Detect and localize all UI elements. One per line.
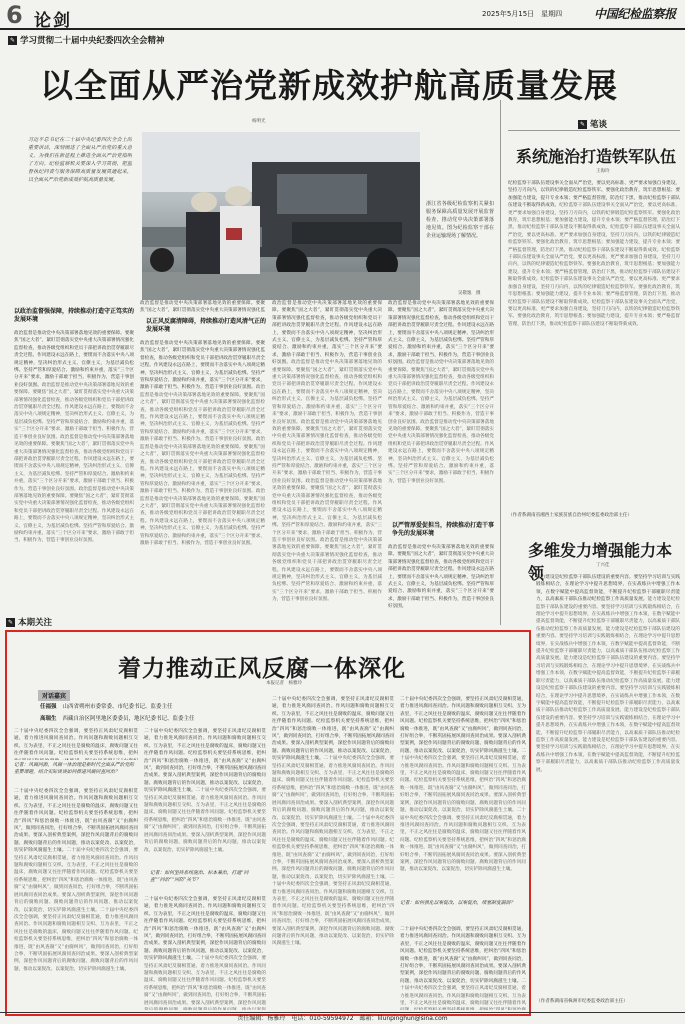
focus-body-1a: 二十届中央纪委四次全会强调，要坚持正风肃纪反腐相贯通，着力推进风腐同查同治。作风问题和腐败问题相互交织、互为表里，不正之风往往是腐败的温床，腐败问题又往往伴随着作风问题。纪检监察机关要坚持系统思维，把纠 <box>14 729 138 757</box>
commentary-2-text: 能力建设是纪检监察干部队伍建设的重要内容。要坚持学习培训与实践锻炼相结合，在理论学习中提升思想境界，在实战练兵中增强工作本领，在数字赋能中提高监督效能，不断提升纪检监察干部履职尽责能力，以高素质干部队伍推动纪检监察工作高质量发展。 <box>536 575 680 603</box>
body-text-3: 政治监督是推动党中央决策部署落地见效的重要保障。要聚焦“国之大者”，紧盯贯彻落实党中央重大决策部署情况强化监督检查，推动各级党组织和党员干部把讲政治贯穿履职尽责全过程。作风建设永远在路上，要锲而不舍落实中央八项规定精神，坚决纠治形式主义、官僚主义，为基层减负松绑。坚持严管和厚爱结合、激励和约束并重，落实“三个区分开来”要求，激励干部敢于担当、积极作为，营造干事创业良好氛围。 <box>272 301 382 366</box>
commentary-2-text-d: 能力建设是纪检监察干部队伍建设的重要内容。要坚持学习培训与实践锻炼相结合，在理论学习中提升思想境界，在实战练兵中增强工作本领，在数字赋能中提高监督效能，不断提升纪检监察干部履职尽责能力，以高素质干部队伍推动纪检监察工作高质量发展。 <box>536 656 680 684</box>
lede-text: 习近平总书记在二十届中央纪委四次全会上的重要讲话，深刻阐述了全面从严治党的重大意义，为我们在新征程上推进全面从严治党指明了方向。纪检监察机关要深入学习贯彻，把监督执纪问责与服务保障高质量发展贯通起来，以全面从严治党新成效护航高质量发展。 <box>28 137 132 183</box>
top-headline: 以全面从严治党新成效护航高质量发展 <box>40 66 618 105</box>
page-number: 6 <box>6 1 23 29</box>
body-column-2 <box>140 340 265 622</box>
masthead <box>0 0 685 30</box>
focus-text-2b: 二十届中央纪委四次全会强调，要坚持正风肃纪反腐相贯通，着力推进风腐同查同治。作风问题和腐败问题相互交织、互为表里，不正之风往往是腐败的温床，腐败问题又往往伴随着作风问题。纪检监察机关要坚持系统思维，把纠治“四风”和惩治腐败一体推进，既“由风查腐”又“由腐纠风”，做到同查同治，打好组合拳，不断巩固拓展风腐同查同治成果。要深入剖析典型案例，深挖作风问题背后的腐败问题、腐败问题背后的作风问题，推动以案促改、以案促治，切实铲除风腐滋生土壤。 <box>144 788 266 853</box>
body-text-2c: 政治监督是推动党中央决策部署落地见效的重要保障。要聚焦“国之大者”，紧盯贯彻落实党中央重大决策部署情况强化监督检查，推动各级党组织和党员干部把讲政治贯穿履职尽责全过程。作风建设永远在路上，要锲而不舍落实中央八项规定精神，坚决纠治形式主义、官僚主义，为基层减负松绑。坚持严管和厚爱结合、激励和约束并重，落实“三个区分开来”要求，激励干部敢于担当、积极作为，营造干事创业良好氛围。 <box>140 437 265 495</box>
body-text-1b: 政治监督是推动党中央决策部署落地见效的重要保障。要聚焦“国之大者”，紧盯贯彻落实党中央重大决策部署情况强化监督检查，推动各级党组织和党员干部把讲政治贯穿履职尽责全过程。作风建设永远在路上，要锲而不舍落实中央八项规定精神，坚决纠治形式主义、官僚主义，为基层减负松绑。坚持严管和厚爱结合、激励和约束并重，落实“三个区分开来”要求，激励干部敢于担当、积极作为，营造干事创业良好氛围。 <box>14 382 134 440</box>
body-text-1c: 政治监督是推动党中央决策部署落地见效的重要保障。要聚焦“国之大者”，紧盯贯彻落实党中央重大决策部署情况强化监督检查，推动各级党组织和党员干部把讲政治贯穿履职尽责全过程。作风建设永远在路上，要锲而不舍落实中央八项规定精神，坚决纠治形式主义、官僚主义，为基层减负松绑。坚持严管和厚爱结合、激励和约束并重，落实“三个区分开来”要求，激励干部敢于担当、积极作为，营造干事创业良好氛围。 <box>14 434 134 492</box>
weekly-focus-byline: 本报记者 杨雅玲 <box>266 681 302 686</box>
guest-1-name: 任福强 <box>40 704 57 710</box>
commentary-2-body <box>536 574 680 998</box>
body-text-4c: 政治监督是推动党中央决策部署落地见效的重要保障。要聚焦“国之大者”，紧盯贯彻落实党中央重大决策部署情况强化监督检查，推动各级党组织和党员干部把讲政治贯穿履职尽责全过程。作风建设永远在路上，要锲而不舍落实中央八项规定精神，坚决纠治形式主义、官僚主义，为基层减负松绑。坚持严管和厚爱结合、激励和约束并重，落实“三个区分开来”要求，激励干部敢于担当、积极作为，营造干事创业良好氛围。 <box>388 419 494 484</box>
column-rule <box>500 100 501 625</box>
focus-question-3: 记者：如何强化以案促改、以案促治，堵塞制度漏洞？ <box>400 901 516 906</box>
commentary-2-text-e: 能力建设是纪检监察干部队伍建设的重要内容。要坚持学习培训与实践锻炼相结合，在理论学习中提升思想境界，在实战练兵中增强工作本领，在数字赋能中提高监督效能，不断提升纪检监察干部履职尽责能力，以高素质干部队伍推动纪检监察工作高质量发展。 <box>536 678 680 714</box>
body-text-3c: 政治监督是推动党中央决策部署落地见效的重要保障。要聚焦“国之大者”，紧盯贯彻落实党中央重大决策部署情况强化监督检查，推动各级党组织和党员干部把讲政治贯穿履职尽责全过程。作风建设永远在路上，要锲而不舍落实中央八项规定精神，坚决纠治形式主义、官僚主义，为基层减负松绑。坚持严管和厚爱结合、激励和约束并重，落实“三个区分开来”要求，激励干部敢于担当、积极作为，营造干事创业良好氛围。 <box>272 419 382 484</box>
commentary-1-footnote: （作者系湖南省湘西土家族苗族自治州纪委监委政治部主任） <box>508 513 633 518</box>
focus-text-3d: 二十届中央纪委四次全会强调，要坚持正风肃纪反腐相贯通，着力推进风腐同查同治。作风问题和腐败问题相互交织、互为表里，不正之风往往是腐败的温床，腐败问题又往往伴随着作风问题。纪检监察机关要坚持系统思维，把纠治“四风”和惩治腐败一体推进，既“由风查腐”又“由腐纠风”，做到同查同治，打好组合拳，不断巩固拓展风腐同查同治成果。要深入剖析典型案例，深挖作风问题背后的腐败问题、腐败问题背后的作风问题，推动以案促改、以案促治，切实铲除风腐滋生土壤。 <box>272 874 394 947</box>
commentary-1-byline: 王海玲 <box>596 169 610 174</box>
body-text-1d: 政治监督是推动党中央决策部署落地见效的重要保障。要聚焦“国之大者”，紧盯贯彻落实党中央重大决策部署情况强化监督检查，推动各级党组织和党员干部把讲政治贯穿履职尽责全过程。作风建设永远在路上，要锲而不舍落实中央八项规定精神，坚决纠治形式主义、官僚主义，为基层减负松绑。坚持严管和厚爱结合、激励和约束并重，落实“三个区分开来”要求，激励干部敢于担当、积极作为，营造干事创业良好氛围。 <box>14 486 134 544</box>
commentary-2-footnote: （作者系湖南省株洲市纪委监委政治部主任） <box>536 999 628 1004</box>
focus-text-3c: 二十届中央纪委四次全会强调，要坚持正风肃纪反腐相贯通，着力推进风腐同查同治。作风问题和腐败问题相互交织、互为表里，不正之风往往是腐败的温床，腐败问题又往往伴随着作风问题。纪检监察机关要坚持系统思维，把纠治“四风”和惩治腐败一体推进，既“由风查腐”又“由腐纠风”，做到同查同治，打好组合拳，不断巩固拓展风腐同查同治成果。要深入剖析典型案例，深挖作风问题背后的腐败问题、腐败问题背后的作风问题，推动以案促改、以案促治，切实铲除风腐滋生土壤。 <box>272 815 394 880</box>
pen-icon: ✎ <box>9 36 16 44</box>
focus-text-2c: 二十届中央纪委四次全会强调，要坚持正风肃纪反腐相贯通，着力推进风腐同查同治。作风问题和腐败问题相互交织、互为表里，不正之风往往是腐败的温床，腐败问题又往往伴随着作风问题。纪检监察机关要坚持系统思维，把纠治“四风”和惩治腐败一体推进，既“由风查腐”又“由腐纠风”，做到同查同治，打好组合拳，不断巩固拓展风腐同查同治成果。要深入剖析典型案例，深挖作风问题背后的腐败问题、腐败问题背后的作风问题，推动以案促改、以案促治，切实铲除风腐滋生土壤。 <box>144 897 266 962</box>
commentary-rule <box>508 130 680 131</box>
subhead-1: 以政治监督强保障，持续推动打造守正笃实的发展环境 <box>14 308 135 323</box>
news-photo <box>142 132 420 300</box>
body-column-4 <box>388 300 494 518</box>
commentary-2-text-c: 能力建设是纪检监察干部队伍建设的重要内容。要坚持学习培训与实践锻炼相结合，在理论学习中提升思想境界，在实战练兵中增强工作本领，在数字赋能中提高监督效能，不断提升纪检监察干部履职尽责能力，以高素质干部队伍推动纪检监察工作高质量发展。 <box>536 626 680 662</box>
newspaper-logo: 中国纪检监察报 <box>594 7 676 21</box>
interview-label: 对话嘉宾 <box>38 690 70 701</box>
focus-text-4b: 二十届中央纪委四次全会强调，要坚持正风肃纪反腐相贯通，着力推进风腐同查同治。作风问题和腐败问题相互交织、互为表里，不正之风往往是腐败的温床，腐败问题又往往伴随着作风问题。纪检监察机关要坚持系统思维，把纠治“四风”和惩治腐败一体推进，既“由风查腐”又“由腐纠风”，做到同查同治，打好组合拳，不断巩固拓展风腐同查同治成果。要深入剖析典型案例，深挖作风问题背后的腐败问题、腐败问题背后的作风问题，推动以案促改、以案促治，切实铲除风腐滋生土壤。 <box>400 748 526 814</box>
body-text-3d: 政治监督是推动党中央决策部署落地见效的重要保障。要聚焦“国之大者”，紧盯贯彻落实党中央重大决策部署情况强化监督检查，推动各级党组织和党员干部把讲政治贯穿履职尽责全过程。作风建设永远在路上，要锲而不舍落实中央八项规定精神，坚决纠治形式主义、官僚主义，为基层减负松绑。坚持严管和厚爱结合、激励和约束并重，落实“三个区分开来”要求，激励干部敢于担当、积极作为，营造干事创业良好氛围。 <box>272 478 382 543</box>
focus-body-2 <box>144 728 266 866</box>
focus-text-4c: 二十届中央纪委四次全会强调，要坚持正风肃纪反腐相贯通，着力推进风腐同查同治。作风问题和腐败问题相互交织、互为表里，不正之风往往是腐败的温床，腐败问题又往往伴随着作风问题。纪检监察机关要坚持系统思维，把纠治“四风”和惩治腐败一体推进，既“由风查腐”又“由腐纠风”，做到同查同治，打好组合拳，不断巩固拓展风腐同查同治成果。要深入剖析典型案例，深挖作风问题背后的腐败问题、腐败问题背后的作风问题，推动以案促改、以案促治，切实铲除风腐滋生土壤。 <box>400 808 526 873</box>
commentary-2-text-b: 能力建设是纪检监察干部队伍建设的重要内容。要坚持学习培训与实践锻炼相结合，在理论学习中提升思想境界，在实战练兵中增强工作本领，在数字赋能中提高监督效能，不断提升纪检监察干部履职尽责能力，以高素质干部队伍推动纪检监察工作高质量发展。 <box>536 597 680 632</box>
commentary-tag-label: 笔谈 <box>590 120 608 130</box>
focus-question-1: 记者：风腐同源，风腐一体治理是新时代全面从严治党的重要课题，结合实际谈谈如何推进风腐同查同治？ <box>14 763 134 776</box>
body-text-2: 政治监督是推动党中央决策部署落地见效的重要保障。要聚焦“国之大者”，紧盯贯彻落实党中央重大决策部署情况强化监督检查，推动各级党组织和党员干部把讲政治贯穿履职尽责全过程。作风建设永远在路上，要锲而不舍落实中央八项规定精神，坚决纠治形式主义、官僚主义，为基层减负松绑。坚持严管和厚爱结合、激励和约束并重，落实“三个区分开来”要求，激励干部敢于担当、积极作为，营造干事创业良好氛围。 <box>140 341 265 391</box>
focus-text-4: 二十届中央纪委四次全会强调，要坚持正风肃纪反腐相贯通，着力推进风腐同查同治。作风问题和腐败问题相互交织、互为表里，不正之风往往是腐败的温床，腐败问题又往往伴随着作风问题。纪检监察机关要坚持系统思维，把纠治“四风”和惩治腐败一体推进，既“由风查腐”又“由腐纠风”，做到同查同治，打好组合拳，不断巩固拓展风腐同查同治成果。要深入剖析典型案例，深挖作风问题背后的腐败问题、腐败问题背后的作风问题，推动以案促改、以案促治，切实铲除风腐滋生土壤。 <box>400 697 526 754</box>
photo-illustration <box>142 132 420 300</box>
commentary-2-text-f: 能力建设是纪检监察干部队伍建设的重要内容。要坚持学习培训与实践锻炼相结合，在理论学习中提升思想境界，在实战练兵中增强工作本领，在数字赋能中提高监督效能，不断提升纪检监察干部履职尽责能力，以高素质干部队伍推动纪检监察工作高质量发展。 <box>536 708 680 743</box>
body-text-2b: 政治监督是推动党中央决策部署落地见效的重要保障。要聚焦“国之大者”，紧盯贯彻落实党中央重大决策部署情况强化监督检查，推动各级党组织和党员干部把讲政治贯穿履职尽责全过程。作风建设永远在路上，要锲而不舍落实中央八项规定精神，坚决纠治形式主义、官僚主义，为基层减负松绑。坚持严管和厚爱结合、激励和约束并重，落实“三个区分开来”要求，激励干部敢于担当、积极作为，营造干事创业良好氛围。 <box>140 385 265 443</box>
topic-tag-label: 学习贯彻二十届中央纪委四次全会精神 <box>20 36 165 46</box>
body-text-4: 政治监督是推动党中央决策部署落地见效的重要保障。要聚焦“国之大者”，紧盯贯彻落实党中央重大决策部署情况强化监督检查，推动各级党组织和党员干部把讲政治贯穿履职尽责全过程。作风建设永远在路上，要锲而不舍落实中央八项规定精神，坚决纠治形式主义、官僚主义，为基层减负松绑。坚持严管和厚爱结合、激励和约束并重，落实“三个区分开来”要求，激励干部敢于担当、积极作为，营造干事创业良好氛围。 <box>388 301 494 366</box>
focus-body-2b <box>144 896 266 1010</box>
focus-body-4 <box>400 696 526 896</box>
focus-body-3 <box>272 696 394 1010</box>
focus-text-3: 二十届中央纪委四次全会强调，要坚持正风肃纪反腐相贯通，着力推进风腐同查同治。作风问题和腐败问题相互交织、互为表里，不正之风往往是腐败的温床，腐败问题又往往伴随着作风问题。纪检监察机关要坚持系统思维，把纠治“四风”和惩治腐败一体推进，既“由风查腐”又“由腐纠风”，做到同查同治，打好组合拳，不断巩固拓展风腐同查同治成果。要深入剖析典型案例，深挖作风问题背后的腐败问题、腐败问题背后的作风问题，推动以案促改、以案促治，切实铲除风腐滋生土壤。 <box>272 697 394 762</box>
focus-text-1: 二十届中央纪委四次全会强调，要坚持正风肃纪反腐相贯通，着力推进风腐同查同治。作风问题和腐败问题相互交织、互为表里，不正之风往往是腐败的温床，腐败问题又往往伴随着作风问题。纪检监察机关要坚持系统思维，把纠治“四风”和惩治腐败一体推进，既“由风查腐”又“由腐纠风”，做到同查同治，打好组合拳，不断巩固拓展风腐同查同治成果。要深入剖析典型案例，深挖作风问题背后的腐败问题、腐败问题背后的作风问题，推动以案促改、以案促治，切实铲除风腐滋生土壤。 <box>14 789 138 854</box>
focus-text-1b: 二十届中央纪委四次全会强调，要坚持正风肃纪反腐相贯通，着力推进风腐同查同治。作风问题和腐败问题相互交织、互为表里，不正之风往往是腐败的温床，腐败问题又往往伴随着作风问题。纪检监察机关要坚持系统思维，把纠治“四风”和惩治腐败一体推进，既“由风查腐”又“由腐纠风”，做到同查同治，打好组合拳，不断巩固拓展风腐同查同治成果。要深入剖析典型案例，深挖作风问题背后的腐败问题、腐败问题背后的作风问题，推动以案促改、以案促治，切实铲除风腐滋生土壤。 <box>14 848 138 913</box>
focus-text-2d: 二十届中央纪委四次全会强调，要坚持正风肃纪反腐相贯通，着力推进风腐同查同治。作风问题和腐败问题相互交织、互为表里，不正之风往往是腐败的温床，腐败问题又往往伴随着作风问题。纪检监察机关要坚持系统思维，把纠治“四风”和惩治腐败一体推进，既“由风查腐”又“由腐纠风”，做到同查同治，打好组合拳，不断巩固拓展风腐同查同治成果。要深入剖析典型案例，深挖作风问题 <box>144 956 266 1006</box>
subhead-3: 以严管厚爱促担当，持续推动打造干事争先的发展环境 <box>392 522 495 537</box>
pen-icon: ✎ <box>579 120 586 128</box>
subhead-2: 以正风反腐清障碍，持续推动打造风清气正的发展环境 <box>146 318 267 333</box>
guest-2 <box>40 714 195 722</box>
pen-icon: ✎ <box>7 618 14 626</box>
section-name: 论剑 <box>34 11 72 31</box>
commentary-1-text-c: 纪检监察干部队伍建设事关全面从严治党，要以更高标准、更严要求加强自身建设，坚持刀刃向内，以铁的纪律锻造纪检监察铁军。要强化政治教育，筑牢思想根基；要加强能力建设，提升专业本领；要严格监督管理，防治灯下黑，推动纪检监察干部队伍建设不断取得新成效。 <box>508 225 680 253</box>
topic-tag <box>8 34 165 46</box>
guest-2-title: 西藏自治区阿里地区委委员，地区纪委书记、监委主任 <box>62 716 195 722</box>
commentary-1-headline: 系统施治打造铁军队伍 <box>516 147 677 166</box>
commentary-2-text-g: 能力建设是纪检监察干部队伍建设的重要内容。要坚持学习培训与实践锻炼相结合，在理论学习中提升思想境界，在实战练兵中增强工作本领，在数字赋能中提高监督效能，不断提升纪检监察干部履职尽责能力，以高素质干部队伍推动纪检监察工作高质量发展。 <box>536 737 680 773</box>
body-text-2d: 政治监督是推动党中央决策部署落地见效的重要保障。要聚焦“国之大者”，紧盯贯彻落实党中央重大决策部署情况强化监督检查，推动各级党组织和党员干部把讲政治贯穿履职尽责全过程。作风建设永远在路上，要锲而不舍落实中央八项规定精神，坚决纠治形式主义、官僚主义，为基层减负松绑。坚持严管和厚爱结合、激励和约束并重，落实“三个区分开来”要求，激励干部敢于担当、积极作为，营造干事创业良好氛围。 <box>140 489 265 546</box>
body-column-2-top <box>140 300 265 315</box>
focus-text-4d: 二十届中央纪委四次全会强调，要坚持正风肃纪反腐相贯通，着力推进风腐同查同治。作风问题和腐败问题相互交织、互为表里，不正之风往往是腐败的温床，腐败问题又往往伴随着作风问题。纪检监察机关要坚持系统思维，把纠治“四风”和惩治腐败一体推进，既“由风查腐”又“由腐纠风”，做到同查同治，打好组合拳，不断巩固拓展风腐同查同治成果。要深入剖析典型案例，深挖作风问题背后的腐败问题、腐败问题背后的作风问题，推动以案促改、以案促治，切实铲除风腐滋生土壤。 <box>400 927 526 984</box>
footer-editor-info: 责任编辑：杨雅玲 电话：010-59594972 邮箱：lilunpinghun@sina.com <box>0 1012 685 1024</box>
body-text-2a: 政治监督是推动党中央决策部署落地见效的重要保障。要聚焦“国之大者”，紧盯贯彻落实党中央重大决策部署情况强化监 <box>140 301 265 314</box>
commentary-2-headline: 多维发力增强能力本领 <box>528 541 673 583</box>
body-text-5: 政治监督是推动党中央决策部署落地见效的重要保障。要聚焦“国之大者”，紧盯贯彻落实党中央重大决策部署情况强化监督检查，推动各级党组织和党员干部把讲政治贯穿履职尽责全过程。作风建设永远在路上，要锲而不舍落实中央八项规定精神，坚决纠治形式主义、官僚主义，为基层减负松绑。坚持严管和厚爱结合、激励和约束并重，落实“三个区分开来”要求，激励干部敢于担当、积极作为，营造干事创业良好氛围。 <box>388 545 494 610</box>
guest-1 <box>40 702 173 710</box>
commentary-1-text-f: 纪检监察干部队伍建设事关全面从严治党，要以更高标准、更严要求加强自身建设，坚持刀刃向内，以铁的纪律锻造纪检监察铁军。要强化政治教育，筑牢思想根基；要加强能力建设，提升专业本领；要严格监督管理，防治灯下黑，推动纪检监察干部队伍建设不断取得新成效。 <box>508 299 680 327</box>
focus-question-2: 记者：如何坚持系统施治、标本兼治，打通“同查”“同治”“同防”关节？ <box>150 871 249 884</box>
focus-body-1 <box>14 788 138 1010</box>
focus-text-3b: 二十届中央纪委四次全会强调，要坚持正风肃纪反腐相贯通，着力推进风腐同查同治。作风问题和腐败问题相互交织、互为表里，不正之风往往是腐败的温床，腐败问题又往往伴随着作风问题。纪检监察机关要坚持系统思维，把纠治“四风”和惩治腐败一体推进，既“由风查腐”又“由腐纠风”，做到同查同治，打好组合拳，不断巩固拓展风腐同查同治成果。要深入剖析典型案例，深挖作风问题背后的腐败问题、腐败问题背后的作风问题，推动以案促改、以案促治，切实铲除风腐滋生土壤。 <box>272 756 394 821</box>
guest-2-name: 高瑞生 <box>40 716 57 722</box>
focus-body-4b <box>400 926 526 1010</box>
body-text-3e: 政治监督是推动党中央决策部署落地见效的重要保障。要聚焦“国之大者”，紧盯贯彻落实党中央重大决策部署情况强化监督检查，推动各级党组织和党员干部把讲政治贯穿履职尽责全过程。作风建设永远在路上，要锲而不舍落实中央八项规定精神，坚决纠治形式主义、官僚主义，为基层减负松绑。坚持严管和厚爱结合、激励和约束并重，落实“三个区分开来”要求，激励干部敢于担当、积极作为，营造干事创业良好氛围。 <box>272 538 382 603</box>
commentary-1-text-d: 纪检监察干部队伍建设事关全面从严治党，要以更高标准、更严要求加强自身建设，坚持刀刃向内，以铁的纪律锻造纪检监察铁军。要强化政治教育，筑牢思想根基；要加强能力建设，提升专业本领；要严格监督管理，防治灯下黑，推动纪检监察干部队伍建设不断取得新成效。 <box>508 247 680 283</box>
commentary-1-text: 纪检监察干部队伍建设事关全面从严治党，要以更高标准、更严要求加强自身建设，坚持刀刃向内，以铁的纪律锻造纪检监察铁军。要强化政治教育，筑牢思想根基；要加强能力建设，提升专业本领；要严格监督管理，防治灯下黑，推动纪检监察干部队伍建设不断取得新成效。 <box>508 181 680 209</box>
commentary-tag <box>578 118 607 130</box>
body-column-4b <box>388 544 494 624</box>
commentary-1-body <box>508 180 680 510</box>
top-byline: 杨明光 <box>252 119 266 124</box>
photo-credit: 吴敬逸 摄 <box>458 291 481 296</box>
body-text-3b: 政治监督是推动党中央决策部署落地见效的重要保障。要聚焦“国之大者”，紧盯贯彻落实党中央重大决策部署情况强化监督检查，推动各级党组织和党员干部把讲政治贯穿履职尽责全过程。作风建设永远在路上，要锲而不舍落实中央八项规定精神，坚决纠治形式主义、官僚主义，为基层减负松绑。坚持严管和厚爱结合、激励和约束并重，落实“三个区分开来”要求，激励干部敢于担当、积极作为，营造干事创业良好氛围。 <box>272 360 382 425</box>
photo-caption: 浙江省各级纪检监察机关紧扣服务保障高质量发展开展监督检查，推动党中央决策部署落地见效。图为纪检监察干部在企业运输现场了解情况。 <box>426 201 494 239</box>
body-text-4b: 政治监督是推动党中央决策部署落地见效的重要保障。要聚焦“国之大者”，紧盯贯彻落实党中央重大决策部署情况强化监督检查，推动各级党组织和党员干部把讲政治贯穿履职尽责全过程。作风建设永远在路上，要锲而不舍落实中央八项规定精神，坚决纠治形式主义、官僚主义，为基层减负松绑。坚持严管和厚爱结合、激励和约束并重，落实“三个区分开来”要求，激励干部敢于担当、积极作为，营造干事创业良好氛围。 <box>388 360 494 425</box>
focus-text-1c: 二十届中央纪委四次全会强调，要坚持正风肃纪反腐相贯通，着力推进风腐同查同治。作风问题和腐败问题相互交织、互为表里，不正之风往往是腐败的温床，腐败问题又往往伴随着作风问题。纪检监察机关要坚持系统思维，把纠治“四风”和惩治腐败一体推进，既“由风查腐”又“由腐纠风”，做到同查同治，打好组合拳，不断巩固拓展风腐同查同治成果。要深入剖析典型案例，深挖作风问题背后的腐败问题、腐败问题背后的作风问题，推动以案促改、以案促治，切实铲除风腐滋生土壤。 <box>14 907 138 972</box>
commentary-1-text-b: 纪检监察干部队伍建设事关全面从严治党，要以更高标准、更严要求加强自身建设，坚持刀刃向内，以铁的纪律锻造纪检监察铁军。要强化政治教育，筑牢思想根基；要加强能力建设，提升专业本领；要严格监督管理，防治灯下黑，推动纪检监察干部队伍建设不断取得新成效。 <box>508 203 680 231</box>
guest-1-title: 山西省朔州市委常委、市纪委书记、监委主任 <box>62 704 173 710</box>
body-column-3 <box>272 300 382 622</box>
weekly-focus-headline: 着力推动正风反腐一体深化 <box>118 655 406 682</box>
weekly-focus-tag-label: 本期关注 <box>18 618 53 628</box>
commentary-1-text-e: 纪检监察干部队伍建设事关全面从严治党，要以更高标准、更严要求加强自身建设，坚持刀刃向内，以铁的纪律锻造纪检监察铁军。要强化政治教育，筑牢思想根基；要加强能力建设，提升专业本领；要严格监督管理，防治灯下黑，推动纪检监察干部队伍建设不断取得新成效。 <box>508 277 680 305</box>
commentary-2-byline: 丁兴佳 <box>596 563 610 568</box>
body-column-1 <box>14 330 134 622</box>
weekly-focus-tag <box>6 616 52 628</box>
body-text-1: 政治监督是推动党中央决策部署落地见效的重要保障。要聚焦“国之大者”，紧盯贯彻落实党中央重大决策部署情况强化监督检查，推动各级党组织和党员干部把讲政治贯穿履职尽责全过程。作风建设永远在路上，要锲而不舍落实中央八项规定精神，坚决纠治形式主义、官僚主义，为基层减负松绑。坚持严管和厚爱结合、激励和约束并重，落实“三个区分开来”要求，激励干部敢于担当、积极作为，营造干事创业良好氛围。 <box>14 331 134 388</box>
focus-text-4e: 二十届中央纪委四次全会强调，要坚持正风肃纪反腐相贯通，着力推进风腐同查同治。作风问题和腐败问题相互交织、互为表里，不正之风往往是腐败的温床，腐败问题又往往伴随着作风 <box>400 978 526 1007</box>
focus-text-2: 二十届中央纪委四次全会强调，要坚持正风肃纪反腐相贯通，着力推进风腐同查同治。作风问题和腐败问题相互交织、互为表里，不正之风往往是腐败的温床，腐败问题又往往伴随着作风问题。纪检监察机关要坚持系统思维，把纠治“四风”和惩治腐败一体推进，既“由风查腐”又“由腐纠风”，做到同查同治，打好组合拳，不断巩固拓展风腐同查同治成果。要深入剖析典型案例，深挖作风问题背后的腐败问题、腐败问题背后的作风问题，推动以案促改、以案促治，切实铲除风腐滋生土壤。 <box>144 729 266 794</box>
issue-date: 2025年5月15日 星期四 <box>482 10 563 18</box>
